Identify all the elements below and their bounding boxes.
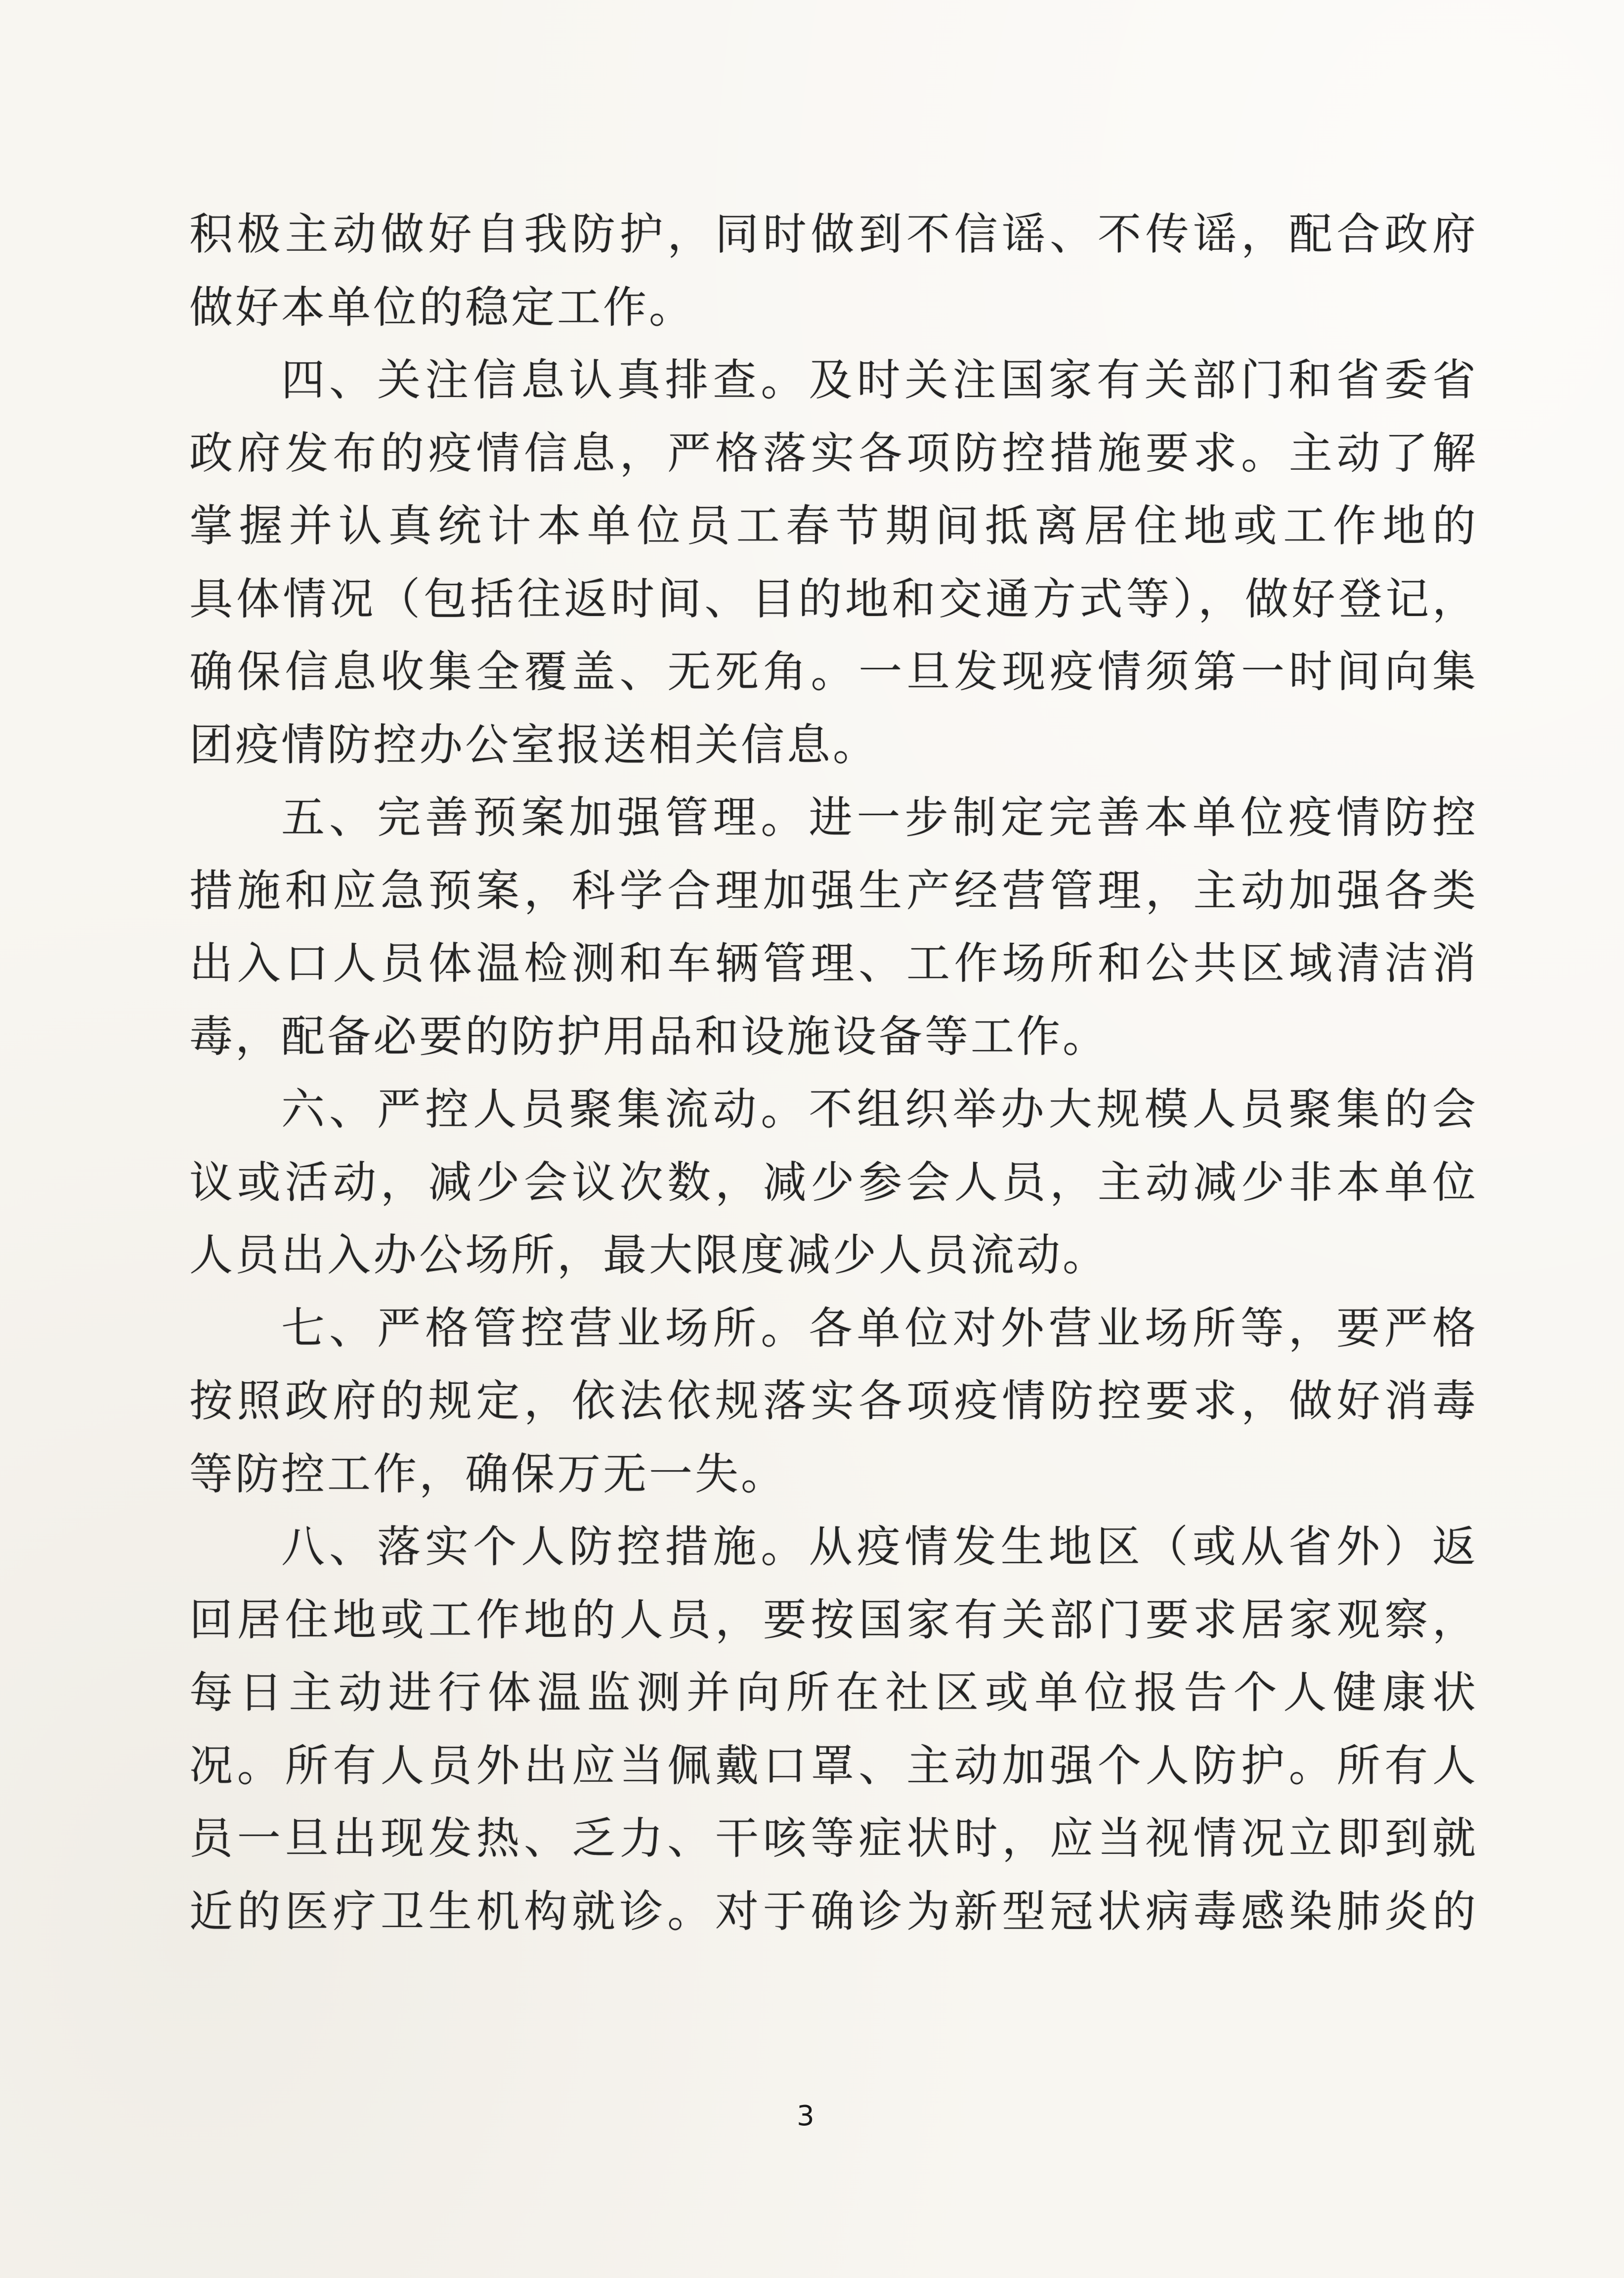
text-line: 出入口人员体温检测和车辆管理、工作场所和公共区域清洁消 — [189, 940, 1478, 988]
text-line: 政府发布的疫情信息，严格落实各项防控措施要求。主动了解 — [189, 430, 1478, 478]
text-line: 做好本单位的稳定工作。 — [189, 284, 695, 332]
text-line: 每日主动进行体温监测并向所在社区或单位报告个人健康状 — [189, 1669, 1478, 1717]
text-line: 回居住地或工作地的人员，要按国家有关部门要求居家观察， — [189, 1596, 1478, 1645]
text-line: 四、关注信息认真排查。及时关注国家有关部门和省委省 — [281, 357, 1478, 405]
text-line: 况。所有人员外出应当佩戴口罩、主动加强个人防护。所有人 — [189, 1742, 1478, 1791]
text-line: 七、严格管控营业场所。各单位对外营业场所等，要严格 — [281, 1305, 1478, 1353]
text-line: 员一旦出现发热、乏力、干咳等症状时，应当视情况立即到就 — [189, 1815, 1478, 1863]
document-body — [189, 199, 1478, 1949]
text-line: 八、落实个人防控措施。从疫情发生地区（或从省外）返 — [281, 1524, 1478, 1572]
text-line: 掌握并认真统计本单位员工春节期间抵离居住地或工作地的 — [189, 503, 1478, 551]
text-line: 等防控工作，确保万无一失。 — [189, 1450, 787, 1499]
text-line: 积极主动做好自我防护，同时做到不信谣、不传谣，配合政府 — [189, 211, 1478, 259]
text-line: 按照政府的规定，依法依规落实各项疫情防控要求，做好消毒 — [189, 1378, 1478, 1426]
text-line: 近的医疗卫生机构就诊。对于确诊为新型冠状病毒感染肺炎的 — [189, 1888, 1478, 1936]
text-line: 毒，配备必要的防护用品和设施设备等工作。 — [189, 1013, 1109, 1061]
text-line: 措施和应急预案，科学合理加强生产经营管理，主动加强各类 — [189, 867, 1478, 916]
text-line: 六、严控人员聚集流动。不组织举办大规模人员聚集的会 — [281, 1086, 1478, 1134]
text-line: 具体情况（包括往返时间、目的地和交通方式等），做好登记， — [189, 575, 1478, 624]
text-line: 确保信息收集全覆盖、无死角。一旦发现疫情须第一时间向集 — [189, 649, 1478, 697]
text-line: 团疫情防控办公室报送相关信息。 — [189, 721, 879, 770]
page-number: 3 — [797, 2100, 814, 2132]
text-line: 人员出入办公场所，最大限度减少人员流动。 — [189, 1232, 1109, 1280]
text-line: 议或活动，减少会议次数，减少参会人员，主动减少非本单位 — [189, 1159, 1478, 1207]
text-line: 五、完善预案加强管理。进一步制定完善本单位疫情防控 — [281, 794, 1478, 842]
